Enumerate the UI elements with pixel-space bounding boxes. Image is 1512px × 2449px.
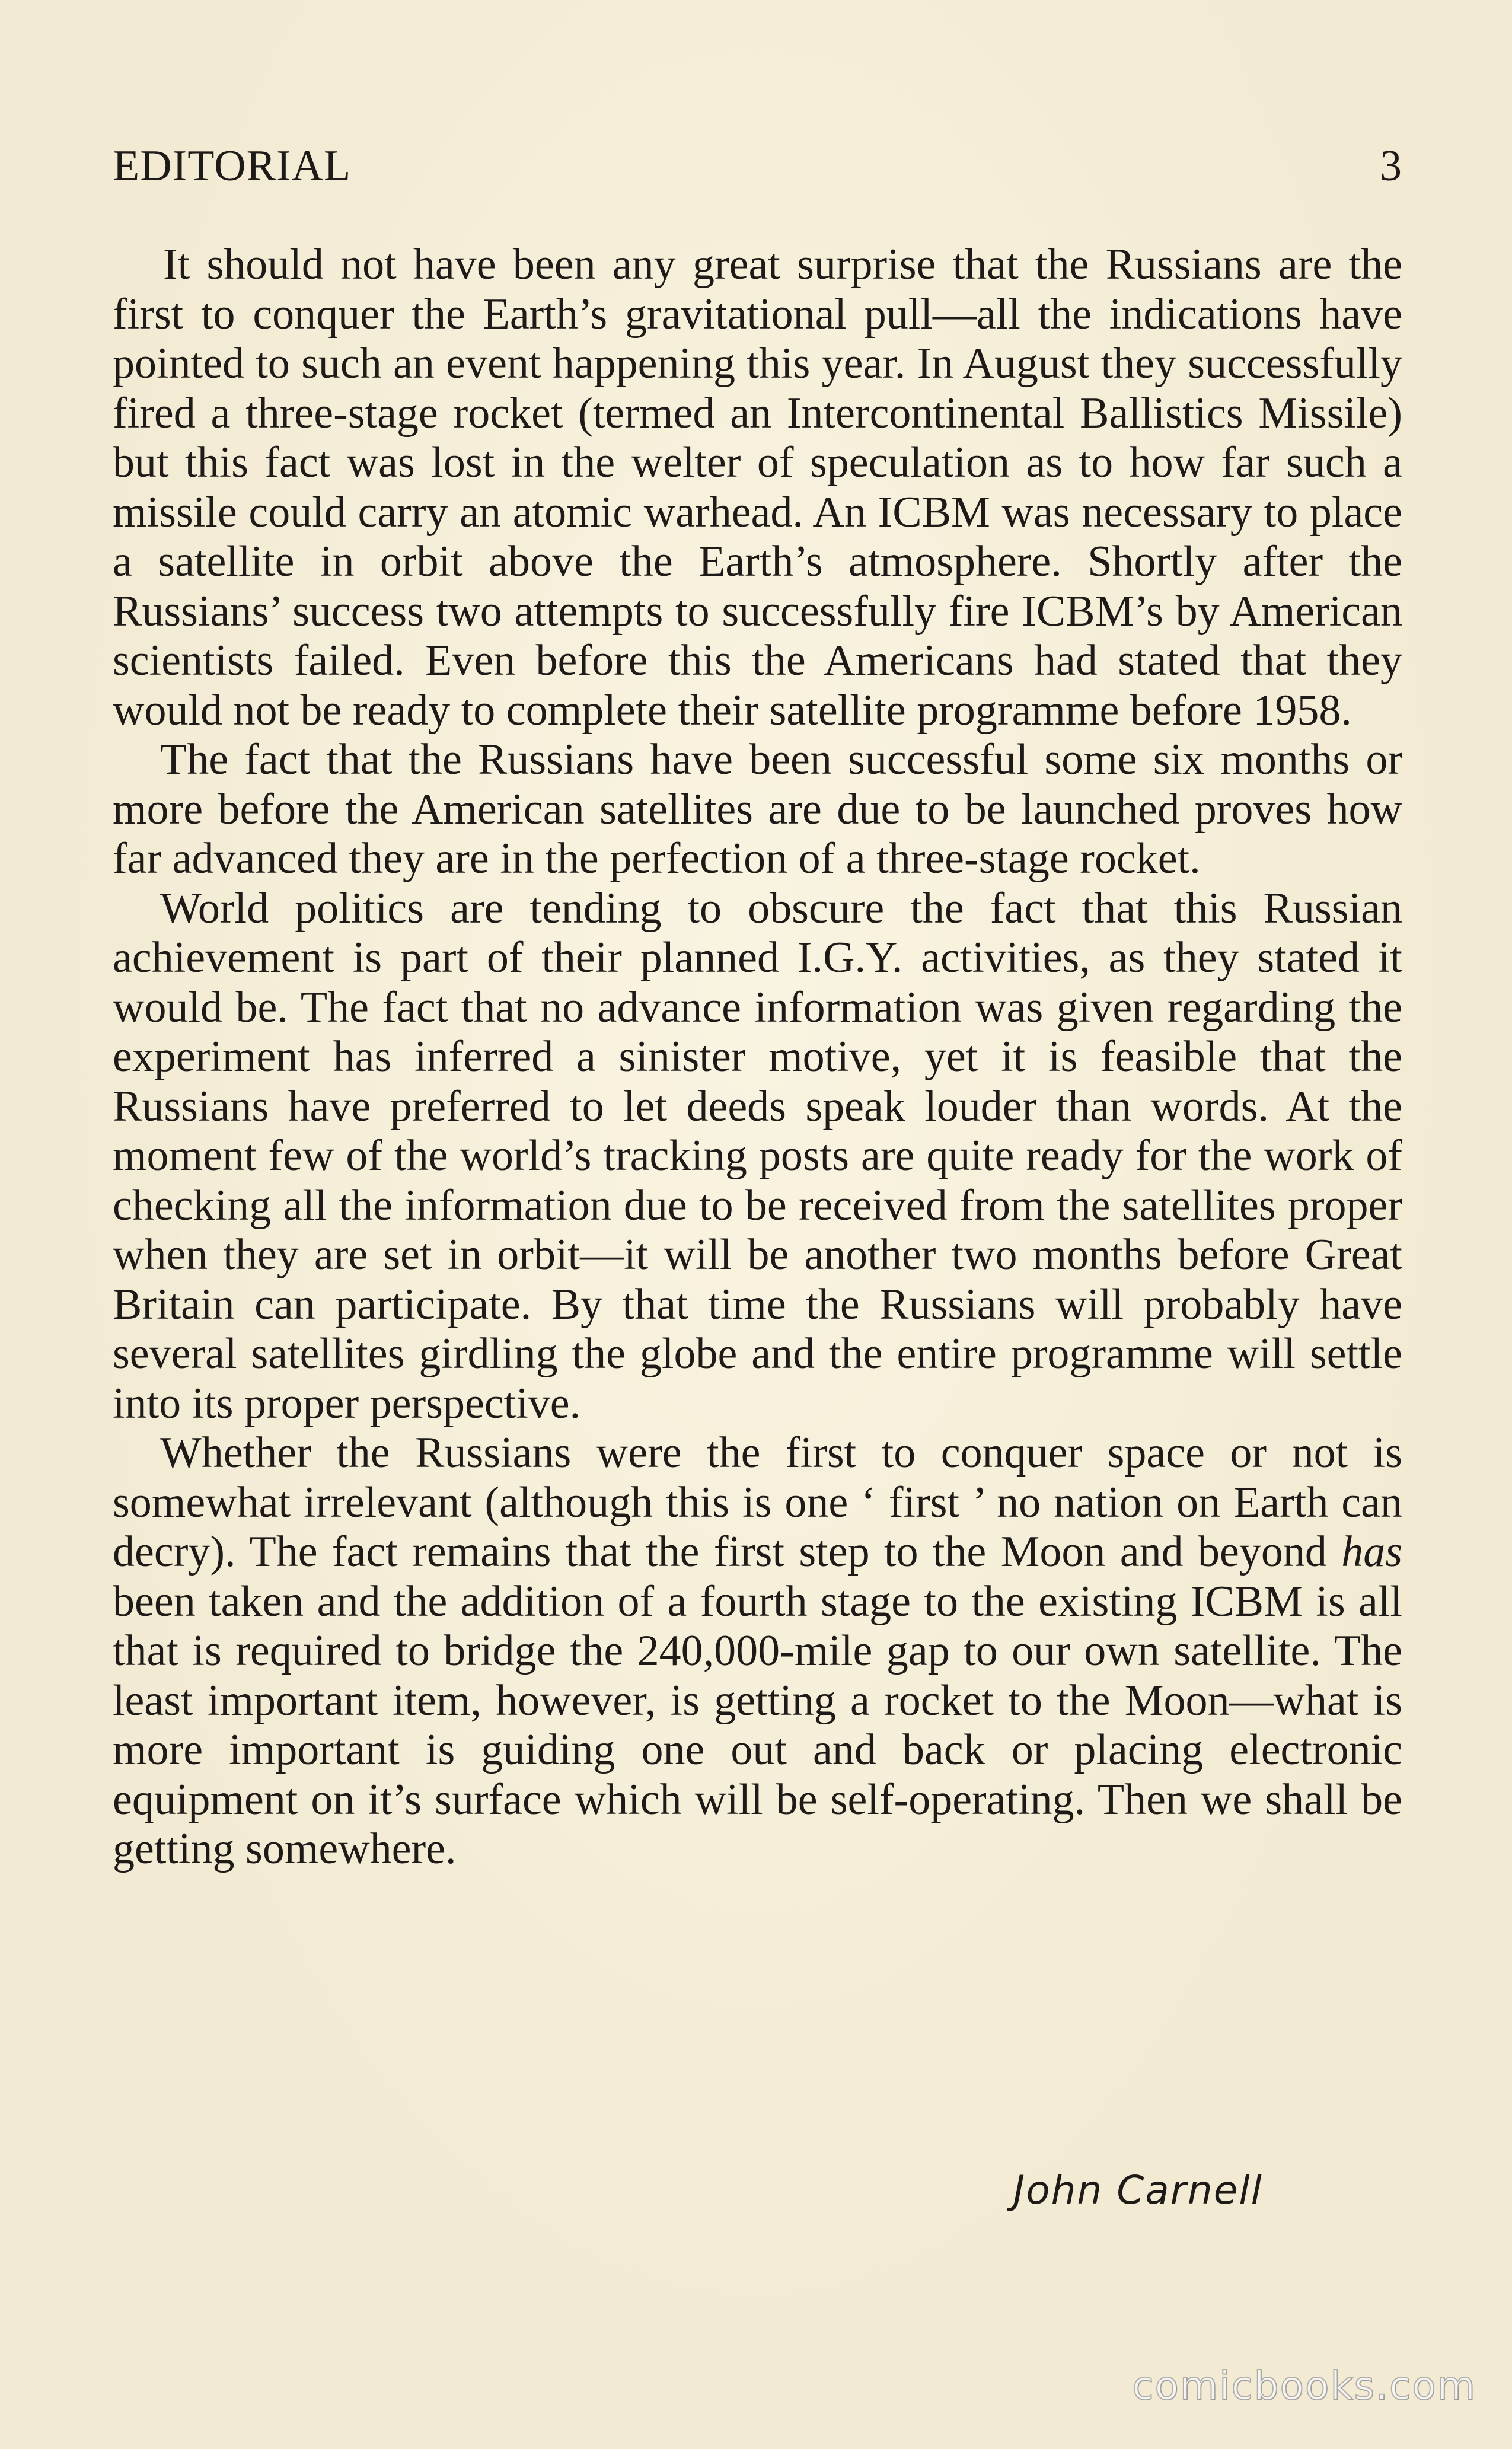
editorial-body bbox=[113, 240, 1402, 1874]
watermark: comicbooks.com bbox=[1132, 2363, 1476, 2409]
paragraph-3: World politics are tending to obscure the fact that this Russian achievement is part of their planned I.G.Y. activities, as they stated it would be. The fact that no advance information was given regarding the experiment has inferred a sinister motive, yet it is feasible that the Russians have preferred to let deeds speak louder than words. At the moment few of the world’s tracking posts are quite ready for the work of checking all the information due to be received from the satellites proper when they are set in orbit—it will be another two months before Great Britain can participate. By that time the Russians will probably have several satellites girdling the globe and the entire programme will settle into its proper perspective. bbox=[113, 884, 1402, 1428]
paragraph-4-after: been taken and the addition of a fourth stage to the existing ICBM is all that is required to bridge the 240,000-mile gap to our own satellite. The least important item, however, is getting a rocket to the Moon—what is more important is guiding one out and back or placing electronic equipment on it’s surface which will be self-operating. Then we shall be getting somewhere. bbox=[113, 1577, 1402, 1873]
author-signature: John Carnell bbox=[1013, 2167, 1263, 2213]
paragraph-2: The fact that the Russians have been successful some six months or more before the American satellites are due to be launched proves how far advanced they are in the perfection of a three-stage rocket. bbox=[113, 735, 1402, 883]
paragraph-1: It should not have been any great surprise that the Russians are the first to conquer the Earth’s gravitational pull—all the indications have pointed to such an event happening this year. In August they successfully fired a three-stage rocket (termed an Intercontinental Ballistics Missile) but this fact was lost in the welter of speculation as to how far such a missile could carry an atomic warhead. An ICBM was necessary to place a satellite in orbit above the Earth’s atmosphere. Shortly after the Russians’ success two attempts to successfully fire ICBM’s by American scientists failed. Even before this the Americans had stated that they would not be ready to complete their satellite programme before 1958. bbox=[113, 240, 1402, 735]
paragraph-4-emphasis: has bbox=[1341, 1528, 1402, 1576]
paragraph-4-before: Whether the Russians were the first to conquer space or not is somewhat irrelevant (although this is one ‘ first ’ no nation on Earth can decry). The fact remains that the first step to the Moon and beyond bbox=[113, 1428, 1402, 1576]
paragraph-4 bbox=[113, 1428, 1402, 1874]
running-head bbox=[113, 141, 1402, 194]
section-title: EDITORIAL bbox=[113, 142, 352, 190]
page-number: 3 bbox=[1380, 142, 1402, 190]
